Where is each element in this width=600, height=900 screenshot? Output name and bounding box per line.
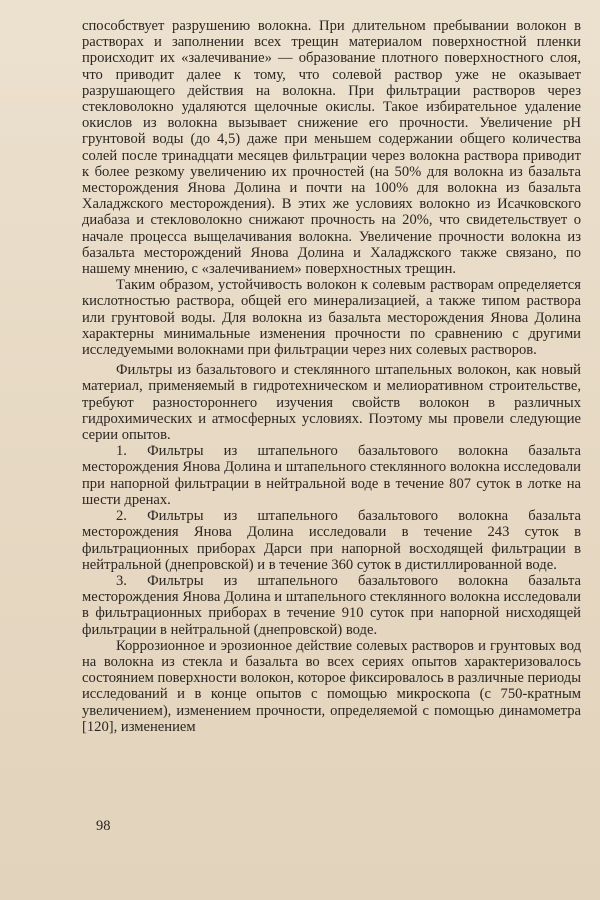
paragraph-6: 3. Фильтры из штапельного базальтового волокна базальта месторождения Янова Долина и штапельного стеклянного волокна исследовали в фильтрационных приборах в течение 910 суток при напорной нисходящей фильтрации в нейтральной (днепровской) воде. <box>82 572 581 638</box>
page-number: 98 <box>96 818 111 834</box>
body-text <box>82 18 581 735</box>
paragraph-4: 1. Фильтры из штапельного базальтового волокна базальта месторождения Янова Долина и штапельного стеклянного волокна исследовали при напорной фильтрации в нейтральной воде в течение 807 суток в лотке на шести дренах. <box>82 443 581 508</box>
paragraph-7: Коррозионное и эрозионное действие солевых растворов и грунтовых вод на волокна из стекла и базальта во всех сериях опытов характеризовалось состоянием поверхности волокон, которое фиксировалось в различные периоды исследований и в конце опытов с помощью микроскопа (с 750-кратным увеличением), изменением прочности, определяемой с помощью динамометра [120], изменением <box>82 637 581 735</box>
paragraph-2: Таким образом, устойчивость волокон к солевым растворам определяется кислотностью раствора, общей его минерализацией, а также типом раствора или грунтовой воды. Для волокна из базальта месторождения Янова Долина характерны минимальные изменения прочности по сравнению с другими исследуемыми волокнами при фильтрации через них солевых растворов. <box>82 277 581 359</box>
paragraph-1: способствует разрушению волокна. При длительном пребывании волокон в растворах и заполнении всех трещин материалом поверхностной пленки происходит их «залечивание» — образование плотного поверхностного слоя, что приводит далее к тому, что солевой раствор уже не оказывает разрушающего действия на волокна. При фильтрации растворов через стекловолокно удаляются щелочные окислы. Такое избирательное удаление окислов из волокна вызывает снижение его прочности. Увеличение pH грунтовой воды (до 4,5) даже при меньшем содержании общего количества солей после тринадцати месяцев фильтрации через волокна раствора приводит к более резкому увеличению их прочностей (на 50% для волокна из базальта месторождения Янова Долина и почти на 100% для волокна из базальта Халаджского месторождения). В этих же условиях волокно из Исачковского диабаза и стекловолокно снижают прочность на 20%, что свидетельствует о начале процесса выщелачивания волокна. Увеличение прочности волокна из базальта месторождений Янова Долина и Халаджского также связано, по нашему мнению, с «залечиванием» поверхностных трещин. <box>82 18 581 278</box>
paragraph-5: 2. Фильтры из штапельного базальтового волокна базальта месторождения Янова Долина исследовали в течение 243 суток в фильтрационных приборах Дарси при напорной восходящей фильтрации в нейтральной (днепровской) и в течение 360 суток в дистиллированной воде. <box>82 508 581 573</box>
paragraph-3: Фильтры из базальтового и стеклянного штапельных волокон, как новый материал, применяемый в гидротехническом и мелиоративном строительстве, требуют разностороннего изучения свойств волокон в различных гидрохимических и атмосферных условиях. Поэтому мы провели следующие серии опытов. <box>82 362 581 444</box>
